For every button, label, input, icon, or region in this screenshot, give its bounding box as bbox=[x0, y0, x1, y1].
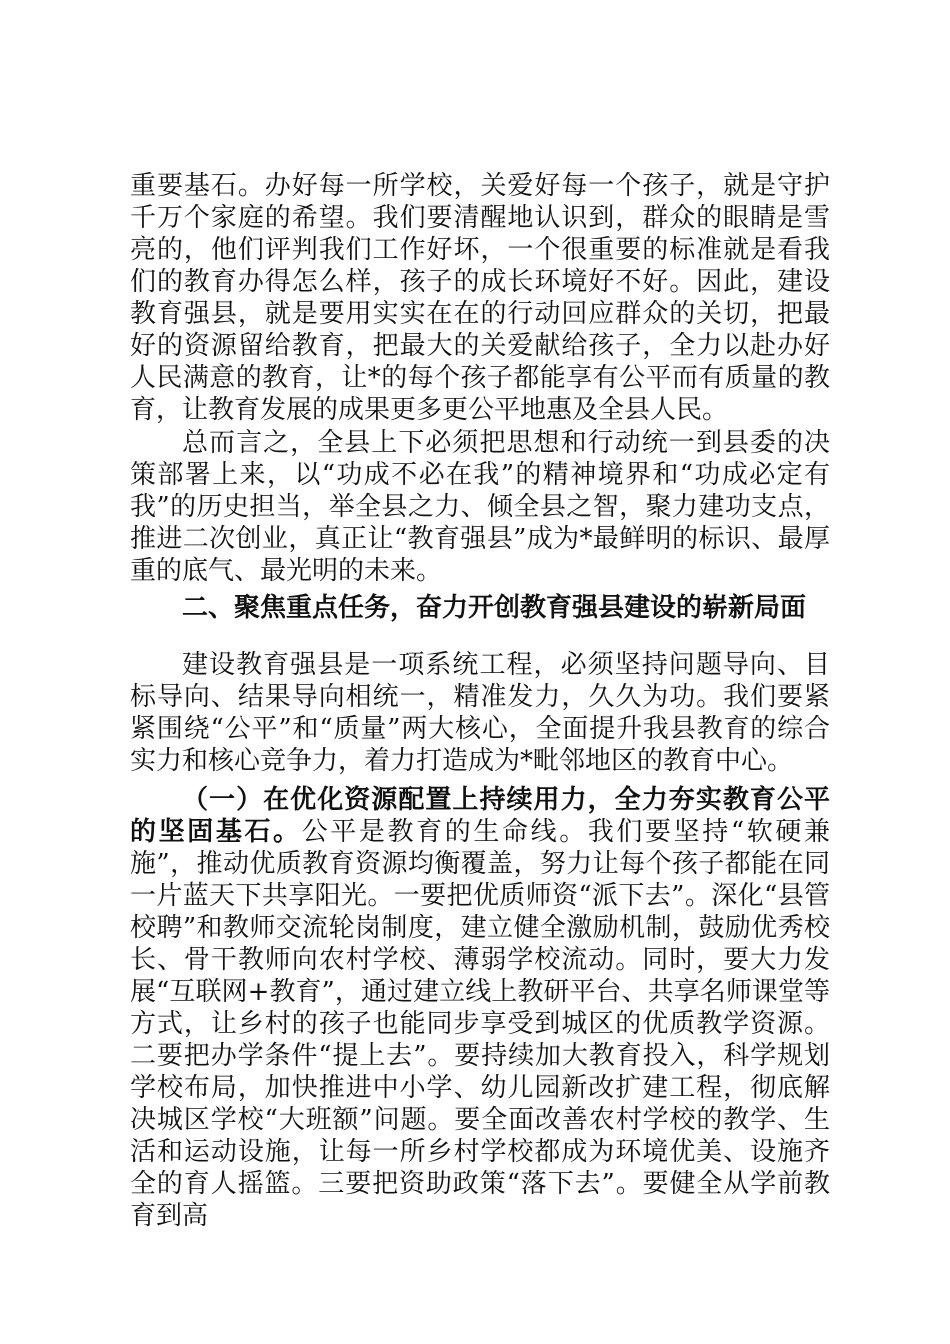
subsection-block bbox=[130, 784, 830, 1232]
paragraph-3: 建设教育强县是一项系统工程，必须坚持问题导向、目标导向、结果导向相统一，精准发力，久久为功。我们要紧紧围绕“公平”和“质量”两大核心，全面提升我县教育的综合实力和核心竞争力，着力打造成为*毗邻地区的教育中心。 bbox=[130, 650, 830, 776]
subsection-body: 公平是教育的生命线。我们要坚持“软硬兼施”，推动优质教育资源均衡覆盖，努力让每个孩子都能在同一片蓝天下共享阳光。一要把优质师资“派下去”。深化“县管校聘”和教师交流轮岗制度，建立健全激励机制，鼓励优秀校长、骨干教师向农村学校、薄弱学校流动。同时，要大力发展“互联网+教育”，通过建立线上教研平台、共享名师课堂等方式，让乡村的孩子也能同步享受到城区的优质教学资源。二要把办学条件“提上去”。要持续加大教育投入，科学规划学校布局，加快推进中小学、幼儿园新改扩建工程，彻底解决城区学校“大班额”问题。要全面改善农村学校的教学、生活和运动设施，让每一所乡村学校都成为环境优美、设施齐全的育人摇篮。三要把资助政策“落下去”。要健全从学前教育到高 bbox=[130, 817, 830, 1231]
section-heading-block bbox=[130, 592, 830, 624]
subsection-lead: （一）在优化资源配置上持续用力，全力夯实教育公平的坚固基石。 bbox=[130, 785, 830, 847]
paragraph-4 bbox=[130, 784, 830, 1232]
paragraph-summary-block bbox=[130, 427, 830, 587]
paragraph-intro-block bbox=[130, 649, 830, 777]
paragraph-2: 总而言之，全县上下必须把思想和行动统一到县委的决策部署上来，以“功成不必在我”的精神境界和“功成必定有我”的历史担当，举全县之力、倾全县之智，聚力建功支点，推进二次创业，真正让“教育强县”成为*最鲜明的标识、最厚重的底气、最光明的未来。 bbox=[130, 428, 830, 586]
paragraph-continuation bbox=[130, 170, 830, 426]
paragraph-1: 重要基石。办好每一所学校，关爱好每一个孩子，就是守护千万个家庭的希望。我们要清醒地认识到，群众的眼睛是雪亮的，他们评判我们工作好坏，一个很重要的标准就是看我们的教育办得怎么样，孩子的成长环境好不好。因此，建设教育强县，就是要用实实在在的行动回应群众的关切，把最好的资源留给教育，把最大的关爱献给孩子，全力以赴办好人民满意的教育，让*的每个孩子都能享有公平而有质量的教育，让教育发展的成果更多更公平地惠及全县人民。 bbox=[130, 171, 830, 425]
section-heading-2: 二、聚焦重点任务，奋力开创教育强县建设的崭新局面 bbox=[182, 593, 807, 623]
